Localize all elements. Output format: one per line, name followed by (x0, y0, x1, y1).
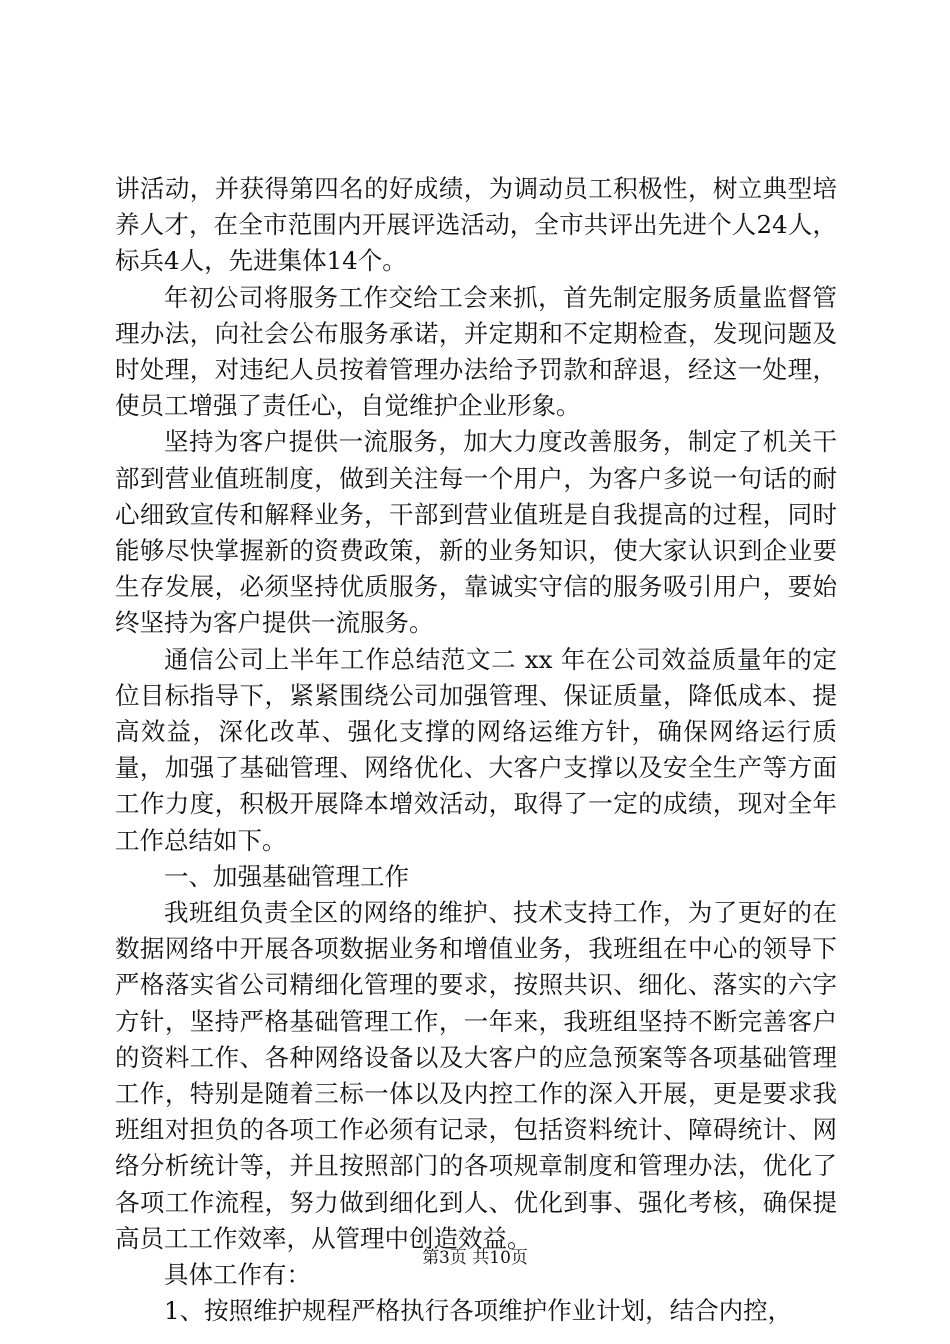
paragraph-customer-service: 坚持为客户提供一流服务，加大力度改善服务，制定了机关干部到营业值班制度，做到关注每一个用户，为客户多说一句话的耐心细致宣传和解释业务，干部到营业值班是自我提高的过程，同时能够尽快掌握新的资费政策，新的业务知识，使大家认识到企业要生存发展，必须坚持优质服务，靠诚实守信的服务吸引用户，要始终坚持为客户提供一流服务。 (115, 427, 837, 638)
document-body (115, 171, 837, 1330)
paragraph-specific-work: 具体工作有： (164, 1260, 311, 1290)
paragraph-continuation: 讲活动，并获得第四名的好成绩，为调动员工积极性，树立典型培养人才，在全市范围内开展评选活动，全市共评出先进个人24人，标兵4人，先进集体14个。 (115, 174, 837, 276)
list-item-1: 1、按照维护规程严格执行各项维护作业计划，结合内控， (164, 1296, 793, 1326)
paragraph-basic-management: 我班组负责全区的网络的维护、技术支持工作，为了更好的在数据网络中开展各项数据业务和增值业务，我班组在中心的领导下严格落实省公司精细化管理的要求，按照共识、细化、落实的六字方针，坚持严格基础管理工作，一年来，我班组坚持不断完善客户的资料工作、各种网络设备以及大客户的应急预案等各项基础管理工作，特别是随着三标一体以及内控工作的深入开展，更是要求我班组对担负的各项工作必须有记录，包括资料统计、障碍统计、网络分析统计等，并且按照部门的各项规章制度和管理办法，优化了各项工作流程，努力做到细化到人、优化到事、强化考核，确保提高员工工作效率，从管理中创造效益。 (115, 898, 837, 1253)
section-heading: 一、加强基础管理工作 (164, 861, 409, 891)
paragraph-summary-intro: 通信公司上半年工作总结范文二 xx 年在公司效益质量年的定位目标指导下，紧紧围绕公司加强管理、保证质量，降低成本、提高效益，深化改革、强化支撑的网络运维方针，确保网络运行质量，加强了基础管理、网络优化、大客户支撑以及安全生产等方面工作力度，积极开展降本增效活动，取得了一定的成绩，现对全年工作总结如下。 (115, 644, 837, 855)
page-number: 第3页 共10页 (422, 1248, 528, 1268)
paragraph-service-quality: 年初公司将服务工作交给工会来抓，首先制定服务质量监督管理办法，向社会公布服务承诺，并定期和不定期检查，发现问题及时处理，对违纪人员按着管理办法给予罚款和辞退，经这一处理，使员工增强了责任心，自觉维护企业形象。 (115, 282, 837, 421)
